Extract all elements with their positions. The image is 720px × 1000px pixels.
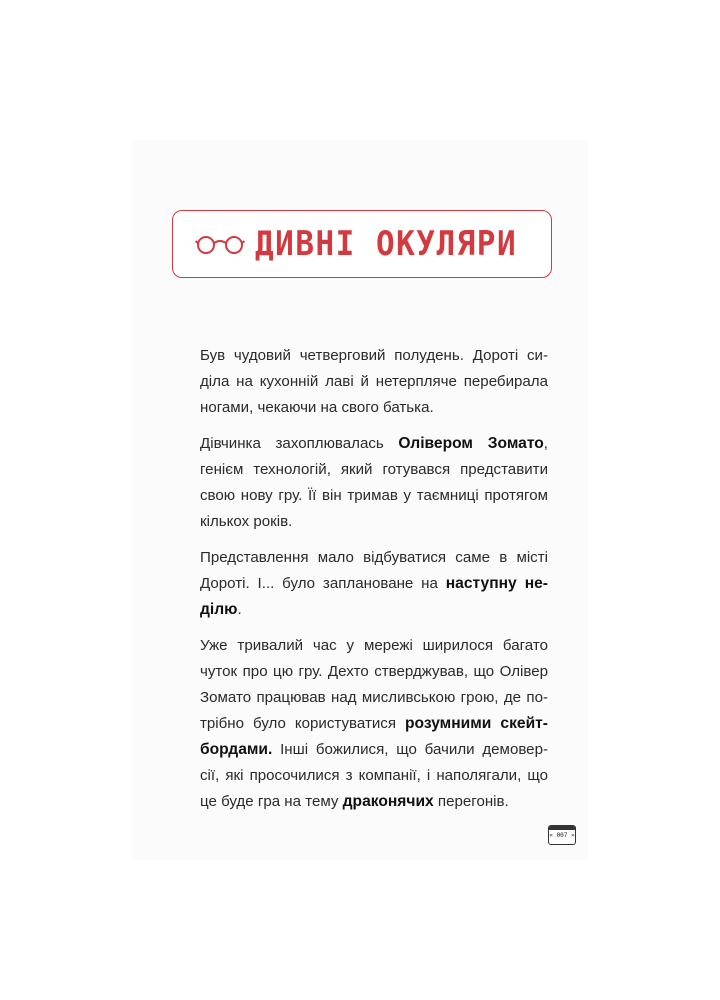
text-line <box>200 633 548 659</box>
text-segment: чуток про цю гру. Дехто стверджував, що Олівер <box>200 663 548 680</box>
paragraph <box>200 633 548 815</box>
text-line <box>200 369 548 395</box>
bold-text: бордами. <box>200 741 273 758</box>
paragraph <box>200 431 548 535</box>
text-segment: Дівчинка захоплювалась <box>200 435 399 452</box>
text-segment: ногами, чекаючи на свого батька. <box>200 399 434 416</box>
paragraph <box>200 545 548 623</box>
glasses-icon <box>195 233 245 255</box>
text-line <box>200 343 548 369</box>
page-number-bar <box>549 826 575 830</box>
text-segment: Зомато працював над мисливською грою, де по- <box>200 689 548 706</box>
text-segment: сії, які просочилися з компанії, і наполягали, що <box>200 767 548 784</box>
text-line <box>200 597 548 623</box>
text-segment: діла на кухонній лаві й нетерпляче перебирала <box>200 373 548 390</box>
text-segment: свою нову гру. Її він тримав у таємниці протягом <box>200 487 548 504</box>
text-segment: Був чудовий четверговий полудень. Дороті си- <box>200 347 548 364</box>
page-number-badge <box>548 825 576 845</box>
body-text <box>200 343 548 825</box>
text-line <box>200 737 548 763</box>
text-line <box>200 431 548 457</box>
text-segment: . <box>237 601 242 618</box>
text-segment: перегонів. <box>433 793 509 810</box>
bold-text: ділю <box>200 601 238 618</box>
bold-text: Олівером Зомато <box>398 435 544 452</box>
text-line <box>200 763 548 789</box>
text-segment: Представлення мало відбуватися саме в місті <box>200 549 548 566</box>
bold-text: наступну не- <box>445 575 548 592</box>
chapter-title: ДИВНІ ОКУЛЯРИ <box>255 224 518 263</box>
text-segment: кількох років. <box>200 513 293 530</box>
text-segment: Дороті. І... було заплановане на <box>200 575 446 592</box>
bold-text: драконячих <box>342 793 434 810</box>
bold-text: розумними скейт- <box>404 715 548 732</box>
text-line <box>200 395 548 421</box>
text-segment: Інші божилися, що бачили демовер- <box>272 741 548 758</box>
text-line <box>200 571 548 597</box>
text-line <box>200 509 548 535</box>
text-line <box>200 545 548 571</box>
text-line <box>200 711 548 737</box>
chapter-title-box <box>172 210 552 278</box>
paragraph <box>200 343 548 421</box>
text-segment: Уже тривалий час у мережі ширилося багато <box>200 637 548 654</box>
page-number: « 007 » <box>549 832 575 839</box>
text-line <box>200 457 548 483</box>
text-line <box>200 659 548 685</box>
text-line <box>200 483 548 509</box>
text-segment: це буде гра на тему <box>200 793 343 810</box>
text-line <box>200 789 548 815</box>
text-segment: трібно було користуватися <box>200 715 405 732</box>
text-line <box>200 685 548 711</box>
text-segment: , <box>543 435 548 452</box>
text-segment: генієм технологій, який готувався представити <box>200 461 548 478</box>
